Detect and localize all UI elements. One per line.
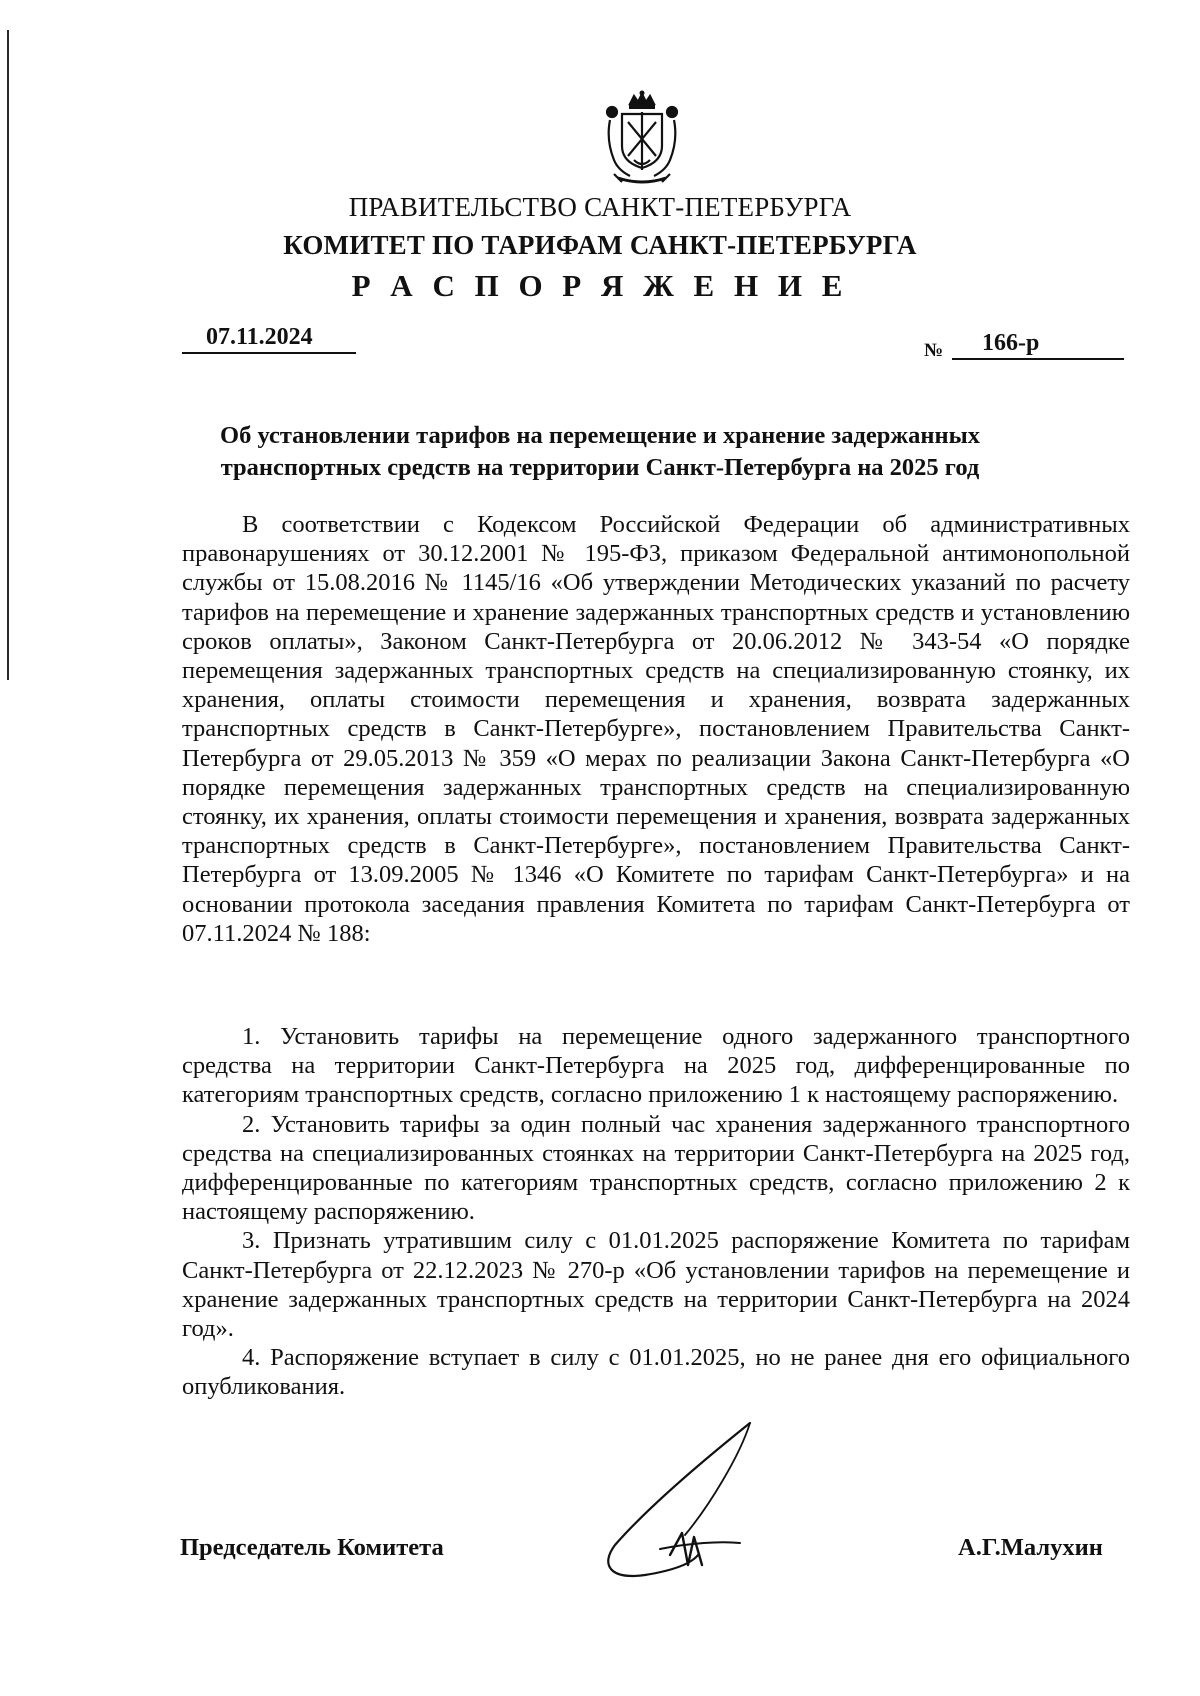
document-date: 07.11.2024 <box>182 322 356 354</box>
title-line-1: Об установлении тарифов на перемещение и хранение задержанных <box>220 422 980 449</box>
decision-items <box>182 1022 1130 1402</box>
government-name: ПРАВИТЕЛЬСТВО САНКТ-ПЕТЕРБУРГА <box>348 192 852 222</box>
document-number: 166-р <box>952 328 1124 360</box>
scan-edge-line <box>7 30 9 680</box>
item-3: 3. Признать утратившим силу с 01.01.2025 распоряжение Комитета по тарифам Санкт-Петербурга от 22.12.2023 № 270-р «Об установлении тарифов на перемещение и хранение задержанных транспортных средств на территории Санкт-Петербурга на 2024 год». <box>182 1227 1130 1343</box>
signatory-position: Председатель Комитета <box>180 1534 444 1561</box>
document-title <box>160 420 1040 484</box>
title-line-2: транспортных средств на территории Санкт-Петербурга на 2025 год <box>220 454 980 481</box>
handwritten-signature-icon <box>590 1415 790 1585</box>
preamble-paragraph: В соответствии с Кодексом Российской Федерации об административных правонарушениях от 30.12.2001 № 195-ФЗ, приказом Федеральной антимонопольной службы от 15.08.2016 № 1145/16 «Об утверждении Методических указаний по расчету тарифов на перемещение и хранение задержанных транспортных средств и установлению сроков оплаты», Законом Санкт-Петербурга от 20.06.2012 № 343-54 «О порядке перемещения задержанных транспортных средств на специализированную стоянку, их хранения, оплаты стоимости перемещения и хранения, возврата задержанных транспортных средств в Санкт-Петербурге», постановлением Правительства Санкт-Петербурга от 29.05.2013 № 359 «О мерах по реализации Закона Санкт-Петербурга «О порядке перемещения задержанных транспортных средств на специализированную стоянку, их хранения, оплаты стоимости перемещения и хранения, возврата задержанных транспортных средств в Санкт-Петербурге», постановлением Правительства Санкт-Петербурга от 13.09.2005 № 1346 «О Комитете по тарифам Санкт-Петербурга» и на основании протокола заседания правления Комитета по тарифам Санкт-Петербурга от 07.11.2024 № 188: <box>182 511 1130 947</box>
document-type: Р А С П О Р Я Ж Е Н И Е <box>351 268 849 303</box>
signatory-name: А.Г.Малухин <box>958 1534 1103 1561</box>
item-2: 2. Установить тарифы за один полный час хранения задержанного транспортного средства на специализированных стоянках на территории Санкт-Петербурга на 2025 год, дифференцированные по категориям транспортных средств, согласно приложению 2 к настоящему распоряжению. <box>182 1110 1130 1226</box>
number-sign: № <box>924 340 944 361</box>
committee-name: КОМИТЕТ ПО ТАРИФАМ САНКТ-ПЕТЕРБУРГА <box>283 230 917 260</box>
coat-of-arms-icon <box>600 90 684 186</box>
item-4: 4. Распоряжение вступает в силу с 01.01.2025, но не ранее дня его официального опубликования. <box>182 1344 1130 1401</box>
item-1: 1. Установить тарифы на перемещение одного задержанного транспортного средства на территории Санкт-Петербурга на 2025 год, дифференцированные по категориям транспортных средств, согласно приложению 1 к настоящему распоряжению. <box>182 1023 1130 1109</box>
preamble-section <box>182 510 1130 948</box>
